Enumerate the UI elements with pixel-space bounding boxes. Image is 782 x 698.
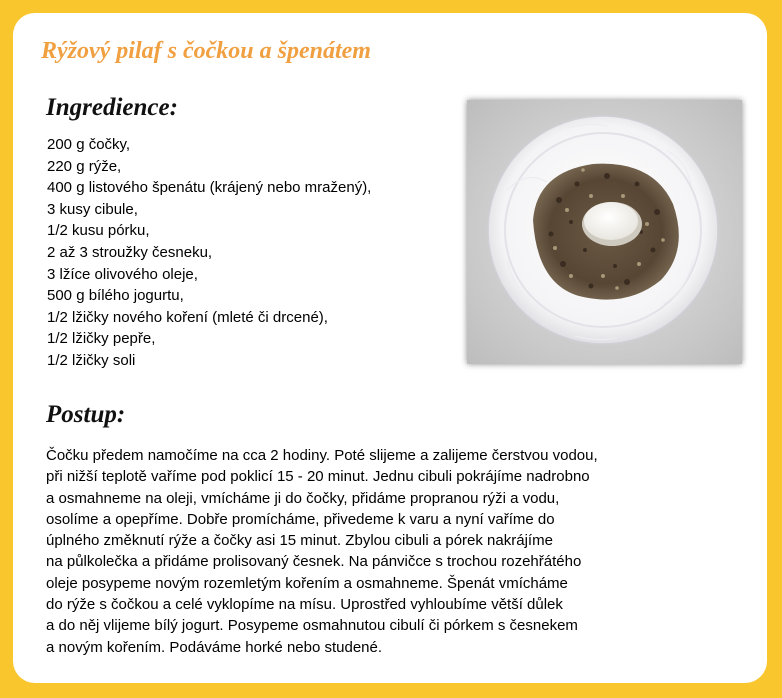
pilaf-plate-illustration (467, 100, 742, 364)
ingredients-list (47, 134, 371, 372)
ingredient-item: 1/2 lžičky pepře, (47, 330, 156, 348)
ingredient-item: 400 g listového špenátu (krájený nebo mražený), (47, 179, 372, 197)
method-line: a novým kořením. Podáváme horké nebo studené. (46, 638, 383, 656)
ingredient-item: 2 až 3 stroužky česneku, (47, 243, 213, 261)
method-line: osolíme a opepříme. Dobře promícháme, přivedeme k varu a nyní vaříme do (46, 510, 555, 528)
ingredient-item: 3 lžíce olivového oleje, (47, 265, 198, 283)
method-line: oleje posypeme novým rozemletým kořením a osmahneme. Špenát vmícháme (46, 574, 568, 592)
ingredients-heading: Ingredience: (46, 94, 178, 121)
method-line: Čočku předem namočíme na cca 2 hodiny. Poté slijeme a zalijeme čerstvou vodou, (46, 447, 598, 464)
ingredient-item: 500 g bílého jogurtu, (47, 287, 184, 305)
method-line: na půlkolečka a přidáme prolisovaný česnek. Na pánvičce s trochou rozehřátého (46, 553, 582, 571)
method-line: do rýže s čočkou a celé vyklopíme na mísu. Uprostřed vyhloubíme větší důlek (46, 596, 563, 614)
recipe-title: Rýžový pilaf s čočkou a špenátem (41, 38, 371, 64)
ingredient-item: 3 kusy cibule, (47, 200, 138, 218)
method-line: při nižší teplotě vaříme pod poklicí 15 - 20 minut. Jednu cibuli pokrájíme nadrobno (46, 468, 590, 486)
method-line: úplného změknutí rýže a čočky asi 15 minut. Zbylou cibuli a pórek nakrájíme (46, 532, 553, 550)
method-paragraph (46, 445, 598, 658)
ingredient-item: 1/2 lžičky nového koření (mleté či drcené), (47, 308, 328, 326)
ingredient-item: 1/2 lžičky soli (47, 351, 136, 369)
method-heading: Postup: (46, 401, 126, 428)
dish-photo (467, 100, 742, 364)
method-line: a do něj vlijeme bílý jogurt. Posypeme osmahnutou cibulí či pórkem s česnekem (46, 617, 578, 635)
ingredient-item: 1/2 kusu pórku, (47, 222, 150, 240)
ingredient-item: 200 g čočky, (47, 136, 131, 153)
ingredient-item: 220 g rýže, (47, 157, 122, 175)
method-line: a osmahneme na oleji, vmícháme ji do čočky, přidáme propranou rýži a vodu, (46, 489, 560, 507)
